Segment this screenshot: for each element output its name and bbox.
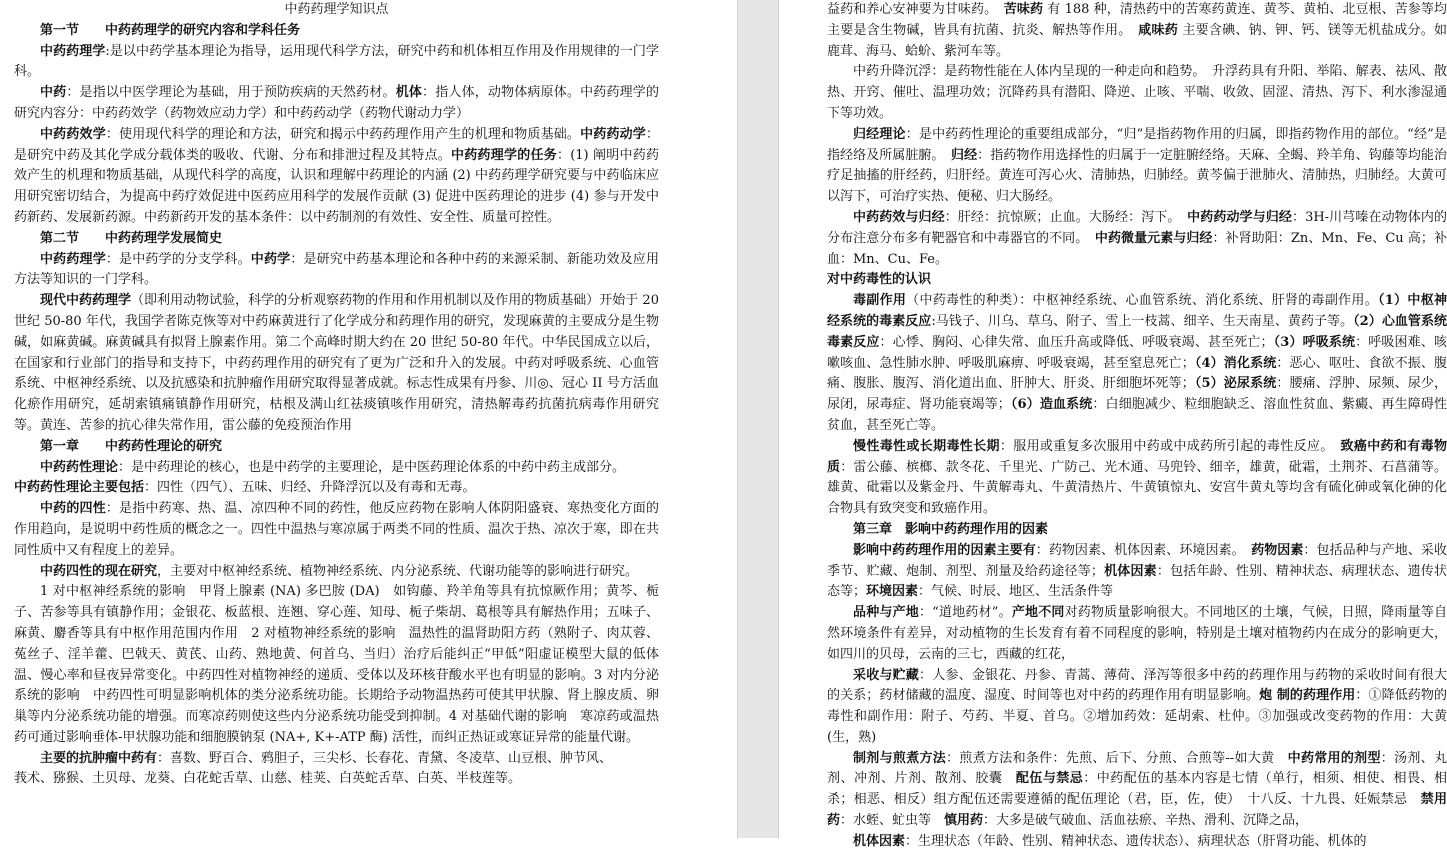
text-run: 1 对中枢神经系统的影响 甲肾上腺素 (NA) 多巴胺 (DA) 如钩藤、羚羊角等具有抗惊厥作用；黄芩、栀子、苦参等具有镇静作用；金银花、板蓝根、连翘、穿心莲、知母、栀子柴胡、葛根等具有解热作用；五味子、麻黄、麝香等具有中枢作用范围内作用 2 对植物神经系统的影响 温热性的温肾助阳方药（熟附子、肉苁蓉、菟丝子、淫羊藿、巴戟天、黄芪、山药、熟地黄、何首乌、当归）治疗后能纠正“甲低”阳虚证模型大鼠的低体温、慢心率和昼夜异常变化。中药四性对植物神经的递质、受体以及环核苷酸水平也有明显的影响。3 对内分泌系统的影响 中药四性可明显影响机体的类分泌系统功能。长期给予动物温热药可使其甲状腺、肾上腺皮质、卵巢等内分泌系统功能的增强。而寒凉药则使这些内分泌系统功能受到抑制。4 对基础代谢的影响 寒凉药或温热药可通过影响垂体-甲状腺功能和细胞膜钠泵 (NA+, K+-ATP 酶) 活性，而纠正热证或寒证异常的能量代谢。 — [14, 584, 659, 745]
bold-term: 机体因素 — [1103, 563, 1157, 579]
paragraph — [827, 125, 1447, 208]
bold-term: 药物因素 — [1238, 542, 1304, 558]
bold-term: 毒副作用 — [853, 293, 907, 309]
bold-term: 中药药理学 — [40, 43, 106, 59]
bold-term: 中药药效学 — [40, 126, 106, 142]
bold-term: 中药常用的剂型 — [1287, 750, 1381, 766]
paragraph — [14, 42, 659, 84]
text-run: ：3H-川芎嗪在动物体内的分布注意分布多有靶器官和中毒器官的不同。 — [827, 209, 1447, 246]
bold-term: （2）心血管系统毒素反应 — [827, 313, 1447, 350]
section-heading — [14, 229, 659, 250]
text-run: ：(1) 阐明中药药效产生的机理和物质基础，从现代科学的高度，认识和理解中药理论的内涵 (2) 中药药理学研究要与中药临床应用研究密切结合，为提高中药疗效促进中医药应用科学的发展作贡献 (3) 促进中医药理论的进步 (4) 参与开发中药新药、发展新药源。中药新药开发的基本条件：以中药制剂的有效性、安全性、质量可控性。 — [14, 147, 659, 225]
paragraph — [827, 291, 1447, 437]
paragraph — [14, 478, 659, 499]
paragraph — [827, 62, 1447, 124]
bold-term: 第一节 — [40, 22, 80, 38]
bold-term: 机体因素 — [853, 833, 906, 849]
paragraph — [827, 208, 1447, 270]
paragraph — [14, 291, 659, 437]
text-run: ：是中药学的分支学科。 — [105, 251, 251, 267]
bold-term: 咸味药 — [1125, 22, 1179, 38]
bold-term: 对中药毒性的认识 — [827, 272, 932, 288]
section-heading — [14, 437, 659, 458]
text-run: ：是研究中药基本理论和各种中药的来源采制、新能功效及应用方法等知识的一门学科。 — [14, 251, 659, 288]
bold-term: 机体 — [395, 85, 423, 101]
bold-term: 中药药动学 — [580, 126, 646, 142]
bold-term: 中药药性理论主要包括 — [14, 480, 145, 496]
bold-term: 中药药理学 — [40, 251, 106, 267]
bold-term: 中药药性理论 — [40, 459, 119, 475]
text-run: ：人参、金银花、丹参、青蒿、薄荷、泽泻等很多中药的药理作用与药物的采收时间有很大的关系；药材储藏的温度、湿度、时间等也对中药的药理作用有明显影响。 — [827, 667, 1447, 704]
bold-term: 第二节 — [40, 230, 80, 246]
text-run: ：肝经：抗惊厥；止血。大肠经：泻下。 — [944, 209, 1175, 225]
text-run: ：是指中药寒、热、温、凉四种不同的药性，他反应药物在影响人体阴阳盛衰、寒热变化方面的作用趋向，是说明中药性质的概念之一。四性中温热与寒凉属于两类不同的性质、温次于热、凉次于寒，即在共同性质中又有程度上的差异。 — [14, 501, 659, 558]
text-run: （即利用动物试验，科学的分析观察药物的作用和作用机制以及作用的物质基础）开始于 20 世纪 50-80 年代，我国学者陈克恢等对中药麻黄进行了化学成分和药理作用的研究，发现麻黄的主要成分是生物碱，如麻黄碱。麻黄碱具有拟肾上腺素作用。第二个高峰时期大约在 20 世纪 50-80 年代。中华民国成立以后，在国家和行业部门的指导和支持下，中药药理作用的研究有了更为广泛和升入的发展。中药对呼吸系统、心血管系统、中枢神经系统、以及抗感染和抗肿瘤作用研究取得显著成就。标志性成果有丹参、川◎、冠心 II 号方活血化瘀作用研究，延胡索镇痛镇静作用研究，枯根及满山红祛痰镇咳作用研究，清热解毒药抗菌抗病毒作用研究等。黄连、苦参的抗心律失常作用，雷公藤的免疫预治作用 — [14, 293, 659, 433]
bold-term: 慢性毒性或长期毒性长期 — [853, 438, 1000, 454]
text-run: ：腰痛、浮肿、尿频、尿少，尿闭，尿毒症、肾功能衰竭等； — [827, 376, 1447, 413]
bold-term: 影响中药药理作用的因素主要有 — [853, 542, 1036, 558]
text-run: ：呼吸困难、咳嗽咳血、急性肺水肿、呼吸肌麻痹、呼吸衰竭，甚至窒息死亡； — [827, 334, 1447, 371]
bold-term: （5）泌尿系统 — [1194, 376, 1277, 392]
paragraph — [14, 458, 659, 479]
text-run: ：指人体，动物体病原体。中药药理学的研究内容分：中药药效学（药物效应动力学）和中药药动学（药物代谢动力学） — [14, 85, 659, 121]
bold-term: 致癌中药和有毒物质 — [827, 438, 1447, 475]
text-run: ：是研究中药及其化学成分载体类的吸收、代谢、分布和排泄过程及其特点。 — [14, 126, 659, 163]
bold-term: 归经理论 — [853, 126, 906, 142]
text-run: 莪术、猕猴、土贝母、龙葵、白花蛇舌草、山慈、桂荚、白英蛇舌草、白英、半枝莲等。 — [14, 771, 522, 787]
text-run: 益药和养心安神要为甘味药。 — [827, 2, 991, 17]
bold-term: 中药药理学发展简史 — [105, 230, 223, 246]
text-run: ：是中药药性理论的重要组成部分，“归”是指药物作用的归属，即指药物作用的部位。“经”是指经络及所属脏腑。 — [827, 126, 1447, 163]
page-left-content — [14, 0, 659, 790]
text-run: 主要含碘、钠、钾、钙、镁等无机盐成分。如鹿茸、海马、蛤蚧、紫河车等。 — [827, 22, 1447, 59]
bold-term: 中药的四性 — [40, 501, 106, 517]
paragraph — [827, 437, 1447, 520]
text-run: ：指药物作用选择性的归属于一定脏腑经络。天麻、全蝎、羚羊角、钩藤等均能治疗足抽搐的肝经药，归肝经。黄连可泻心火、清肺热，归肺经。黄芩偏于泄肺火、清肺热，归肺经。大黄可以泻下，可治疗实热、便秘、归大肠经。 — [827, 147, 1447, 205]
text-run: ：喜数、野百合、鸦胆子，三尖杉、长春花、青黛、冬凌草、山豆根、肿节风、 — [157, 750, 613, 766]
bold-term: 第一章 — [40, 438, 80, 454]
paragraph — [827, 832, 1447, 853]
paragraph — [827, 0, 1447, 62]
document-page-right — [779, 0, 1447, 849]
right-text-flow — [827, 0, 1447, 853]
text-run: ：包括品种与产地、采收季节、贮藏、炮制、剂型、剂量及给药途径等； — [827, 542, 1447, 579]
bold-term: 中药四性的现在研究 — [40, 563, 158, 579]
bold-term: 影响中药药理作用的因素 — [905, 521, 1049, 537]
document-title: 中药药理学知识点 — [284, 2, 389, 17]
section-heading — [827, 520, 1447, 541]
text-run: ：大多是破气破血、活血祛瘀、辛热、滑利、沉降之品， — [983, 813, 1309, 829]
bold-term: 环境因素 — [866, 584, 919, 600]
bold-term: 中药学 — [250, 251, 291, 267]
bold-term: 第三章 — [853, 521, 893, 537]
text-run: ：补肾助阳：Zn、Mn、Fe、Cu 高；补血：Mn、Cu、Fe。 — [827, 230, 1447, 267]
bold-term: 中药药理学的任务 — [451, 147, 557, 163]
text-run: 对药物质量影响很大。不同地区的土壤，气候，日照，降雨量等自然环境条件有差异，对动植物的生长发育有着不同程度的影响，特别是土壤对植物药内在成分的影响更大，如四川的贝母，云南的三七，西藏的红花， — [827, 605, 1447, 662]
bold-term: 中药药理学的研究内容和学科任务 — [105, 22, 301, 38]
text-run: ：是指以中医学理论为基础，用于预防疾病的天然药材。 — [66, 85, 396, 101]
bold-term: （6）造血系统 — [1010, 397, 1093, 413]
text-run: 中药升降沉浮：是药物性能在人体内呈现的一种走向和趋势。 升浮药具有升阳、举陷、解表、祛风、散热、开窍、催吐、温理功效；沉降药具有潜阳、降逆、止咳、平喘、收敛、固涩、清热、泻下、利水渗湿通下等功效。 — [827, 64, 1447, 121]
page-right-content — [827, 0, 1447, 853]
text-run: ：雷公藤、槟榔、款冬花、千里光、广防己、光木通、马兜铃、细辛，雄黄，砒霜，土荆芥、石菖蒲等。雄黄、砒霜以及紫金丹、牛黄解毒丸、牛黄清热片、牛黄镇惊丸、安宫牛黄丸等均含有硫化砷或氧化砷的化合物具有致突变和致癌作用。 — [827, 459, 1447, 517]
paragraph — [14, 83, 659, 125]
bold-term: 禁用药 — [827, 792, 1447, 829]
paragraph — [14, 125, 659, 229]
text-run: ：水蛭、虻虫等 — [840, 813, 945, 829]
bold-term: （3）呼吸系统 — [1273, 334, 1356, 350]
text-run: ：“道地药材”。 — [918, 605, 1012, 621]
paragraph — [14, 250, 659, 292]
bold-term: 中药药性理论的研究 — [105, 438, 223, 454]
bold-term: 产地不同 — [1011, 605, 1065, 621]
bold-term: 采收与贮藏 — [853, 667, 920, 683]
paragraph — [827, 270, 1447, 291]
paragraph — [827, 749, 1447, 832]
bold-term: 中药药动学与归经 — [1174, 209, 1292, 225]
paragraph — [14, 499, 659, 561]
bold-term: 苦味药 — [990, 2, 1044, 17]
bold-term: 配伍与禁忌 — [1015, 771, 1084, 787]
text-run: ：四性（四气）、五味、归经、升降浮沉以及有毒和无毒。 — [144, 480, 476, 496]
text-run: :是以中药学基本理论为指导，运用现代科学方法，研究中药和机体相互作用及作用规律的一门学科。 — [14, 43, 659, 80]
text-run — [892, 522, 905, 537]
paragraph — [14, 562, 659, 583]
left-text-flow — [14, 21, 659, 790]
bold-term: （4）消化系统 — [1194, 355, 1277, 371]
bold-term: 中药 — [40, 85, 67, 101]
bold-term: 主要的抗肿瘤中药有 — [40, 750, 158, 766]
text-run: ：煎煮方法和条件：先煎、后下、分煎、合煎等--如大黄 — [946, 750, 1288, 766]
bold-term: 制剂与煎煮方法 — [853, 750, 947, 766]
section-heading — [14, 21, 659, 42]
text-run: :马钱子、川乌、草乌、附子、雪上一枝蒿、细辛、生天南星、黄药子等。 — [931, 313, 1354, 329]
text-run: ：药物因素、机体因素、环境因素。 — [1035, 542, 1239, 558]
paragraph — [14, 769, 659, 790]
bold-term: 现代中药药理学 — [40, 293, 132, 309]
bold-term: 慎用药 — [944, 813, 984, 829]
paragraph — [827, 541, 1447, 603]
text-run: ：汤剂、丸剂、冲剂、片剂、散剂、胶囊 — [827, 750, 1447, 787]
text-run: ：气候、时辰、地区、生活条件等 — [918, 584, 1114, 600]
paragraph — [14, 749, 659, 770]
text-run: ：恶心、呕吐、食欲不振、腹痛、腹胀、腹泻、消化道出血、肝肿大、肝炎、肝细胞坏死等； — [827, 355, 1447, 392]
text-run: ：中药配伍的基本内容是七情（单行，相须、相使、相畏、相杀；相恶、相反）组方配伍还需要遵循的配伍理论（君，臣，佐，使） 十八反、十九畏、妊娠禁忌 — [827, 771, 1447, 808]
text-run: ，主要对中枢神经系统、植物神经系统、内分泌系统、代谢功能等的影响进行研究。 — [157, 563, 639, 579]
text-run: ：①降低药物的毒性和副作用：附子、芍药、半夏、首乌。②增加药效：延胡索、杜仲。③加强或改变药物的作用：大黄(生，熟) — [827, 688, 1447, 745]
text-run: ：心悸、胸闷、心律失常、血压升高或降低、呼吸衰竭、甚至死亡； — [879, 334, 1274, 350]
page-gutter — [737, 0, 779, 838]
paragraph — [827, 603, 1447, 665]
text-run: 有 188 种，清热药中的苦寒药黄连、黄芩、黄柏、北豆根、苦参等均主要是含生物碱，皆具有抗菌、抗炎、解热等作用。 — [827, 2, 1447, 38]
bold-term: 炮 制的药理作用 — [1259, 688, 1356, 704]
text-run: ：包括年龄、性别、精神状态、病理状态、遗传状态等； — [827, 563, 1447, 600]
text-run: ：生理状态（年龄、性别、精神状态、遗传状态）、病理状态（肝肾功能、机体的 — [905, 833, 1367, 849]
paragraph — [827, 666, 1447, 749]
bold-term: 归经 — [937, 147, 978, 163]
text-run: ：使用现代科学的理论和方法，研究和揭示中药药理作用产生的机理和物质基础。 — [105, 126, 581, 142]
bold-term: 品种与产地 — [853, 605, 919, 621]
text-run: ：白细胞减少、粒细胞缺乏、溶血性贫血、紫癜、再生障碍性贫血，甚至死亡等。 — [827, 397, 1447, 433]
paragraph — [14, 582, 659, 748]
bold-term: 中药药效与归经 — [853, 209, 945, 225]
text-run: ：是中药理论的核心，也是中药学的主要理论，是中医药理论体系的中药中药主成部分。 — [118, 459, 626, 475]
text-run: （中药毒性的种类）：中枢神经系统、心血管系统、消化系统、肝肾的毒副作用。 — [906, 293, 1378, 309]
bold-term: 中药微量元素与归经 — [1081, 230, 1213, 246]
text-run: ：服用或重复多次服用中药或中成药所引起的毒性反应。 — [999, 438, 1328, 454]
bold-term: （1）中枢神经系统的毒素反应 — [827, 293, 1447, 329]
